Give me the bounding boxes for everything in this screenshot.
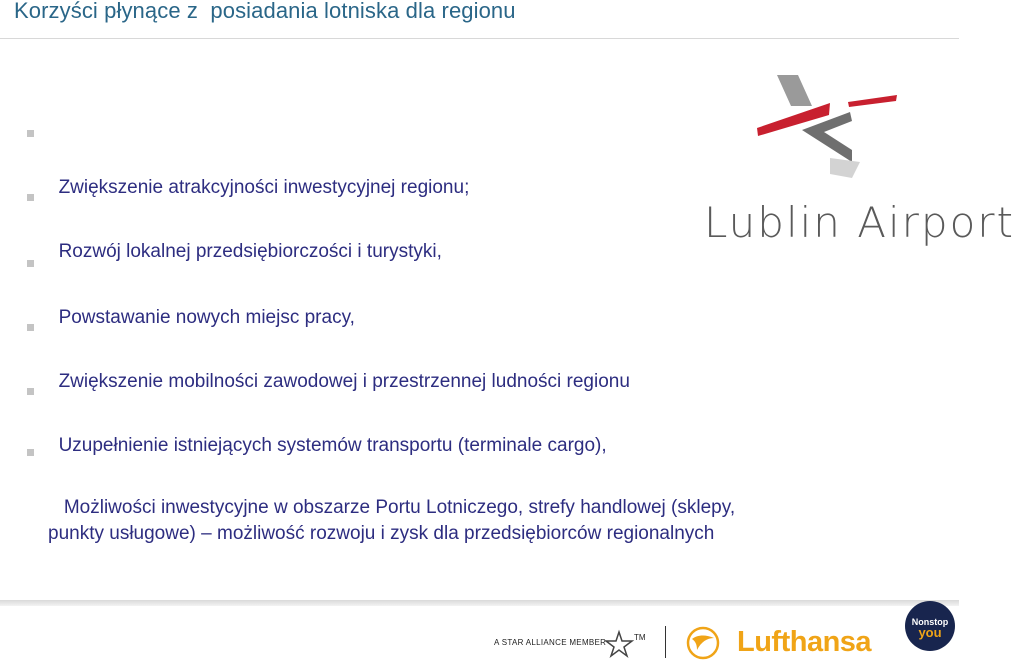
bullet-square-icon xyxy=(27,130,34,137)
bullet-text: Uzupełnienie istniejących systemów transportu (terminale cargo), xyxy=(58,435,607,456)
bullet-square-icon xyxy=(27,449,34,456)
lufthansa-wordmark: Lufthansa xyxy=(737,626,872,658)
bullet-text: Zwiększenie mobilności zawodowej i przestrzennej ludności regionu xyxy=(58,371,630,392)
bullet-text: Zwiększenie atrakcyjności inwestycyjnej regionu; xyxy=(58,177,470,198)
bullet-square-icon xyxy=(27,324,34,331)
bullet-text: Powstawanie nowych miejsc pracy, xyxy=(58,307,355,328)
footer-band xyxy=(0,600,959,606)
bullet-square-icon xyxy=(27,194,34,201)
title-divider xyxy=(0,38,959,39)
star-alliance-icon xyxy=(604,630,634,658)
badge-line-1: Nonstop xyxy=(911,617,949,627)
star-alliance-text: A STAR ALLIANCE MEMBER xyxy=(494,638,607,647)
lublin-airport-wordmark: Lublin Airport xyxy=(704,198,1015,247)
bullet-square-icon xyxy=(27,388,34,395)
bullet-square-icon xyxy=(27,260,34,267)
bullet-text: Rozwój lokalnej przedsiębiorczości i turystyki, xyxy=(58,241,442,262)
bullet-item xyxy=(48,443,735,547)
nonstop-you-badge xyxy=(905,601,955,651)
trademark-label: TM xyxy=(634,633,646,642)
bullet-text: Możliwości inwestycyjne w obszarze Portu Lotniczego, strefy handlowej (sklepy, punkty usługowe) – możliwość rozwoju i zysk dla przedsiębiorców regionalnych xyxy=(48,497,736,544)
lufthansa-crane-icon xyxy=(685,625,721,661)
slide-title: Korzyści płynące z posiadania lotniska dla regionu xyxy=(14,0,516,23)
footer-divider xyxy=(665,626,666,658)
badge-line-2: you xyxy=(918,625,942,640)
